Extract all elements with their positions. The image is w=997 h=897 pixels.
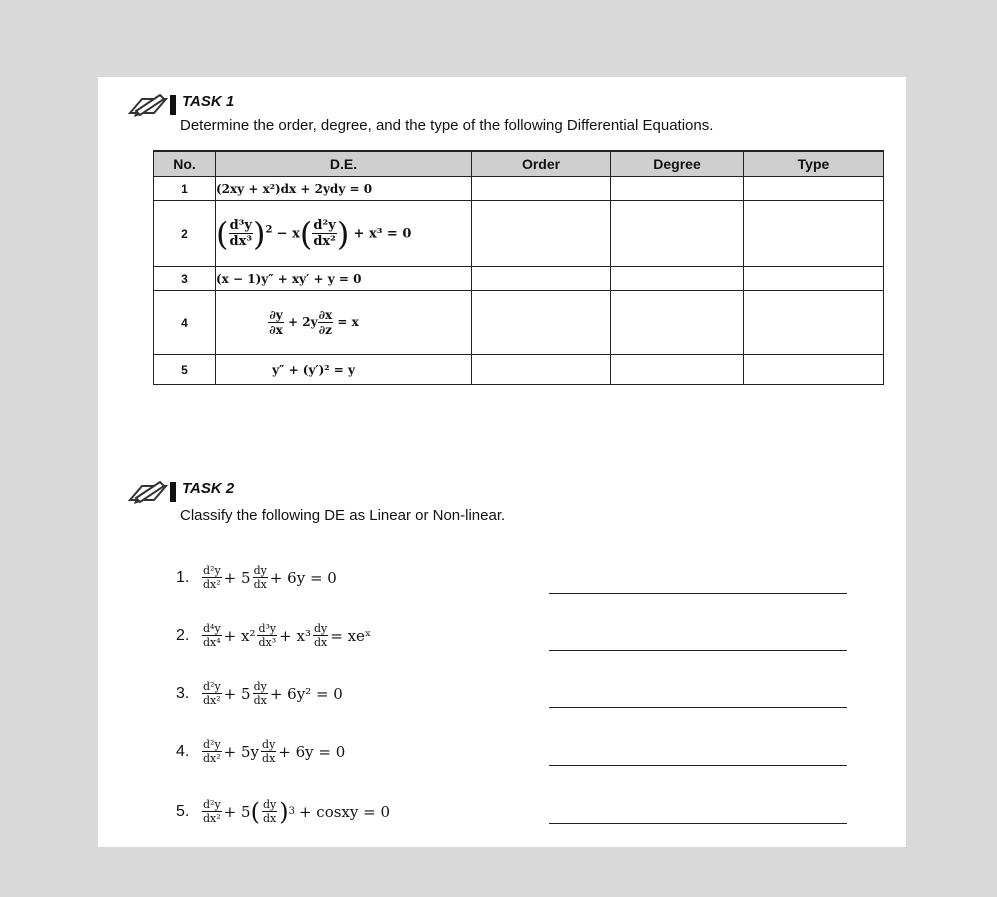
- fraction-numerator: d³y: [258, 622, 277, 635]
- fraction-denominator: dx: [253, 694, 267, 707]
- answer-blank[interactable]: [549, 593, 847, 594]
- fraction-denominator: dx²: [203, 694, 221, 707]
- fraction-denominator: dx: [262, 812, 277, 825]
- row-equation: (x − 1)y″ + xy′ + y = 0: [216, 267, 472, 291]
- table-row: [154, 291, 884, 355]
- list-item: 5. $\frac{\text{d²y}}{\text{dx²}}$ + 5 ( $\frac{dy}{dx}$ ) 3 + cosxy = 0: [176, 797, 391, 826]
- answer-blank[interactable]: [549, 707, 847, 708]
- pencil-writing-icon: [126, 478, 180, 506]
- row-number: 1: [154, 177, 216, 201]
- equation-term: + 6y = 0: [278, 742, 346, 761]
- col-header-type: Type: [744, 151, 884, 177]
- task1-instruction: Determine the order, degree, and the type of the following Differential Equations.: [180, 117, 714, 134]
- task2-title: TASK 2: [182, 480, 235, 497]
- row-equation: [216, 291, 472, 355]
- equation-term: + x³ = 0: [353, 226, 412, 241]
- task1-header: [126, 91, 234, 119]
- row-number: 4: [154, 291, 216, 355]
- fraction-denominator: dx²: [203, 752, 221, 765]
- fraction-numerator: d²y: [203, 680, 221, 693]
- equation-term: + 6y = 0: [269, 568, 337, 587]
- row-number: 3: [154, 267, 216, 291]
- fraction-numerator: d³y: [229, 218, 252, 233]
- fraction-numerator: dy: [262, 738, 276, 751]
- table-header-row: [154, 151, 884, 177]
- col-header-no: No.: [154, 151, 216, 177]
- item-number: 1.: [176, 568, 190, 586]
- order-cell[interactable]: [472, 291, 611, 355]
- list-item: [176, 739, 345, 764]
- task2-header: [126, 478, 234, 506]
- equation-term: + 5: [223, 802, 251, 821]
- table-row: [154, 177, 884, 201]
- equation-term: + 5y: [223, 742, 260, 761]
- fraction-denominator: dx: [262, 752, 276, 765]
- fraction-denominator: dx²: [203, 578, 221, 591]
- type-cell[interactable]: [744, 177, 884, 201]
- equation-term: + x²: [223, 626, 256, 645]
- order-cell[interactable]: [472, 201, 611, 267]
- row-equation: y″ + (y′)² = y: [216, 355, 472, 385]
- row-number: 2: [154, 201, 216, 267]
- degree-cell[interactable]: [611, 355, 744, 385]
- fraction-numerator: dy: [313, 622, 328, 635]
- fraction-numerator: dy: [262, 798, 277, 811]
- fraction-denominator: ∂z: [318, 323, 332, 337]
- equation-term: + x³: [279, 626, 311, 645]
- fraction-numerator: ∂x: [318, 308, 333, 322]
- fraction-numerator: d²y: [203, 738, 221, 751]
- col-header-degree: Degree: [611, 151, 744, 177]
- fraction-denominator: dx⁴: [203, 636, 221, 649]
- degree-cell[interactable]: [611, 177, 744, 201]
- fraction-denominator: dx: [253, 578, 267, 591]
- fraction-denominator: dx: [313, 636, 328, 649]
- degree-cell[interactable]: [611, 267, 744, 291]
- task1-title: TASK 1: [182, 93, 235, 110]
- fraction-numerator: ∂y: [269, 308, 283, 322]
- equation-term: + 5: [223, 568, 251, 587]
- row-number: 5: [154, 355, 216, 385]
- fraction-denominator: ∂x: [269, 323, 283, 337]
- type-cell[interactable]: [744, 201, 884, 267]
- fraction-numerator: dy: [253, 564, 267, 577]
- equation-term: + 6y² = 0: [269, 684, 343, 703]
- row-equation: ( $\frac{\text{d³y}}{\text{dx³}}$ )$^2$ − x( $\frac{\text{d²y}}{\text{dx²}}$ ) + x³ = 0: [216, 201, 472, 267]
- fraction-numerator: dy: [253, 680, 267, 693]
- table-row: [154, 355, 884, 385]
- fraction-numerator: d⁴y: [203, 622, 221, 635]
- item-number: 2.: [176, 626, 190, 644]
- equation-term: − x: [276, 226, 300, 241]
- order-cell[interactable]: [472, 177, 611, 201]
- fraction-denominator: dx³: [229, 234, 253, 249]
- exponent: 3: [288, 806, 295, 817]
- equation-term: + 5: [223, 684, 251, 703]
- col-header-order: Order: [472, 151, 611, 177]
- pencil-writing-icon: [126, 91, 180, 119]
- answer-blank[interactable]: [549, 823, 847, 824]
- equation-term: = x: [337, 315, 359, 329]
- degree-cell[interactable]: [611, 201, 744, 267]
- list-item: [176, 681, 343, 706]
- task2-instruction: Classify the following DE as Linear or Non-linear.: [180, 507, 506, 524]
- worksheet-page: [98, 77, 906, 847]
- order-cell[interactable]: [472, 355, 611, 385]
- type-cell[interactable]: [744, 355, 884, 385]
- fraction-numerator: d²y: [313, 218, 336, 233]
- order-cell[interactable]: [472, 267, 611, 291]
- item-number: 4.: [176, 742, 190, 760]
- col-header-de: D.E.: [216, 151, 472, 177]
- item-number: 5.: [176, 802, 190, 820]
- item-number: 3.: [176, 684, 190, 702]
- fraction-denominator: dx³: [258, 636, 277, 649]
- row-equation: (2xy + x²)dx + 2ydy = 0: [216, 177, 472, 201]
- type-cell[interactable]: [744, 291, 884, 355]
- table-row: [154, 267, 884, 291]
- fraction-denominator: dx²: [313, 234, 336, 249]
- answer-blank[interactable]: [549, 765, 847, 766]
- list-item: [176, 623, 371, 648]
- type-cell[interactable]: [744, 267, 884, 291]
- de-table: [153, 150, 884, 385]
- list-item: [176, 565, 337, 590]
- fraction-numerator: d²y: [203, 564, 221, 577]
- equation-term: + 2y: [288, 315, 318, 329]
- answer-blank[interactable]: [549, 650, 847, 651]
- table-row: [154, 201, 884, 267]
- degree-cell[interactable]: [611, 291, 744, 355]
- fraction-numerator: d²y: [203, 798, 221, 811]
- fraction-denominator: dx²: [203, 812, 221, 825]
- equation-term: + cosxy = 0: [298, 802, 391, 821]
- equation-term: = xeˣ: [330, 626, 372, 645]
- exponent: 2: [265, 224, 273, 235]
